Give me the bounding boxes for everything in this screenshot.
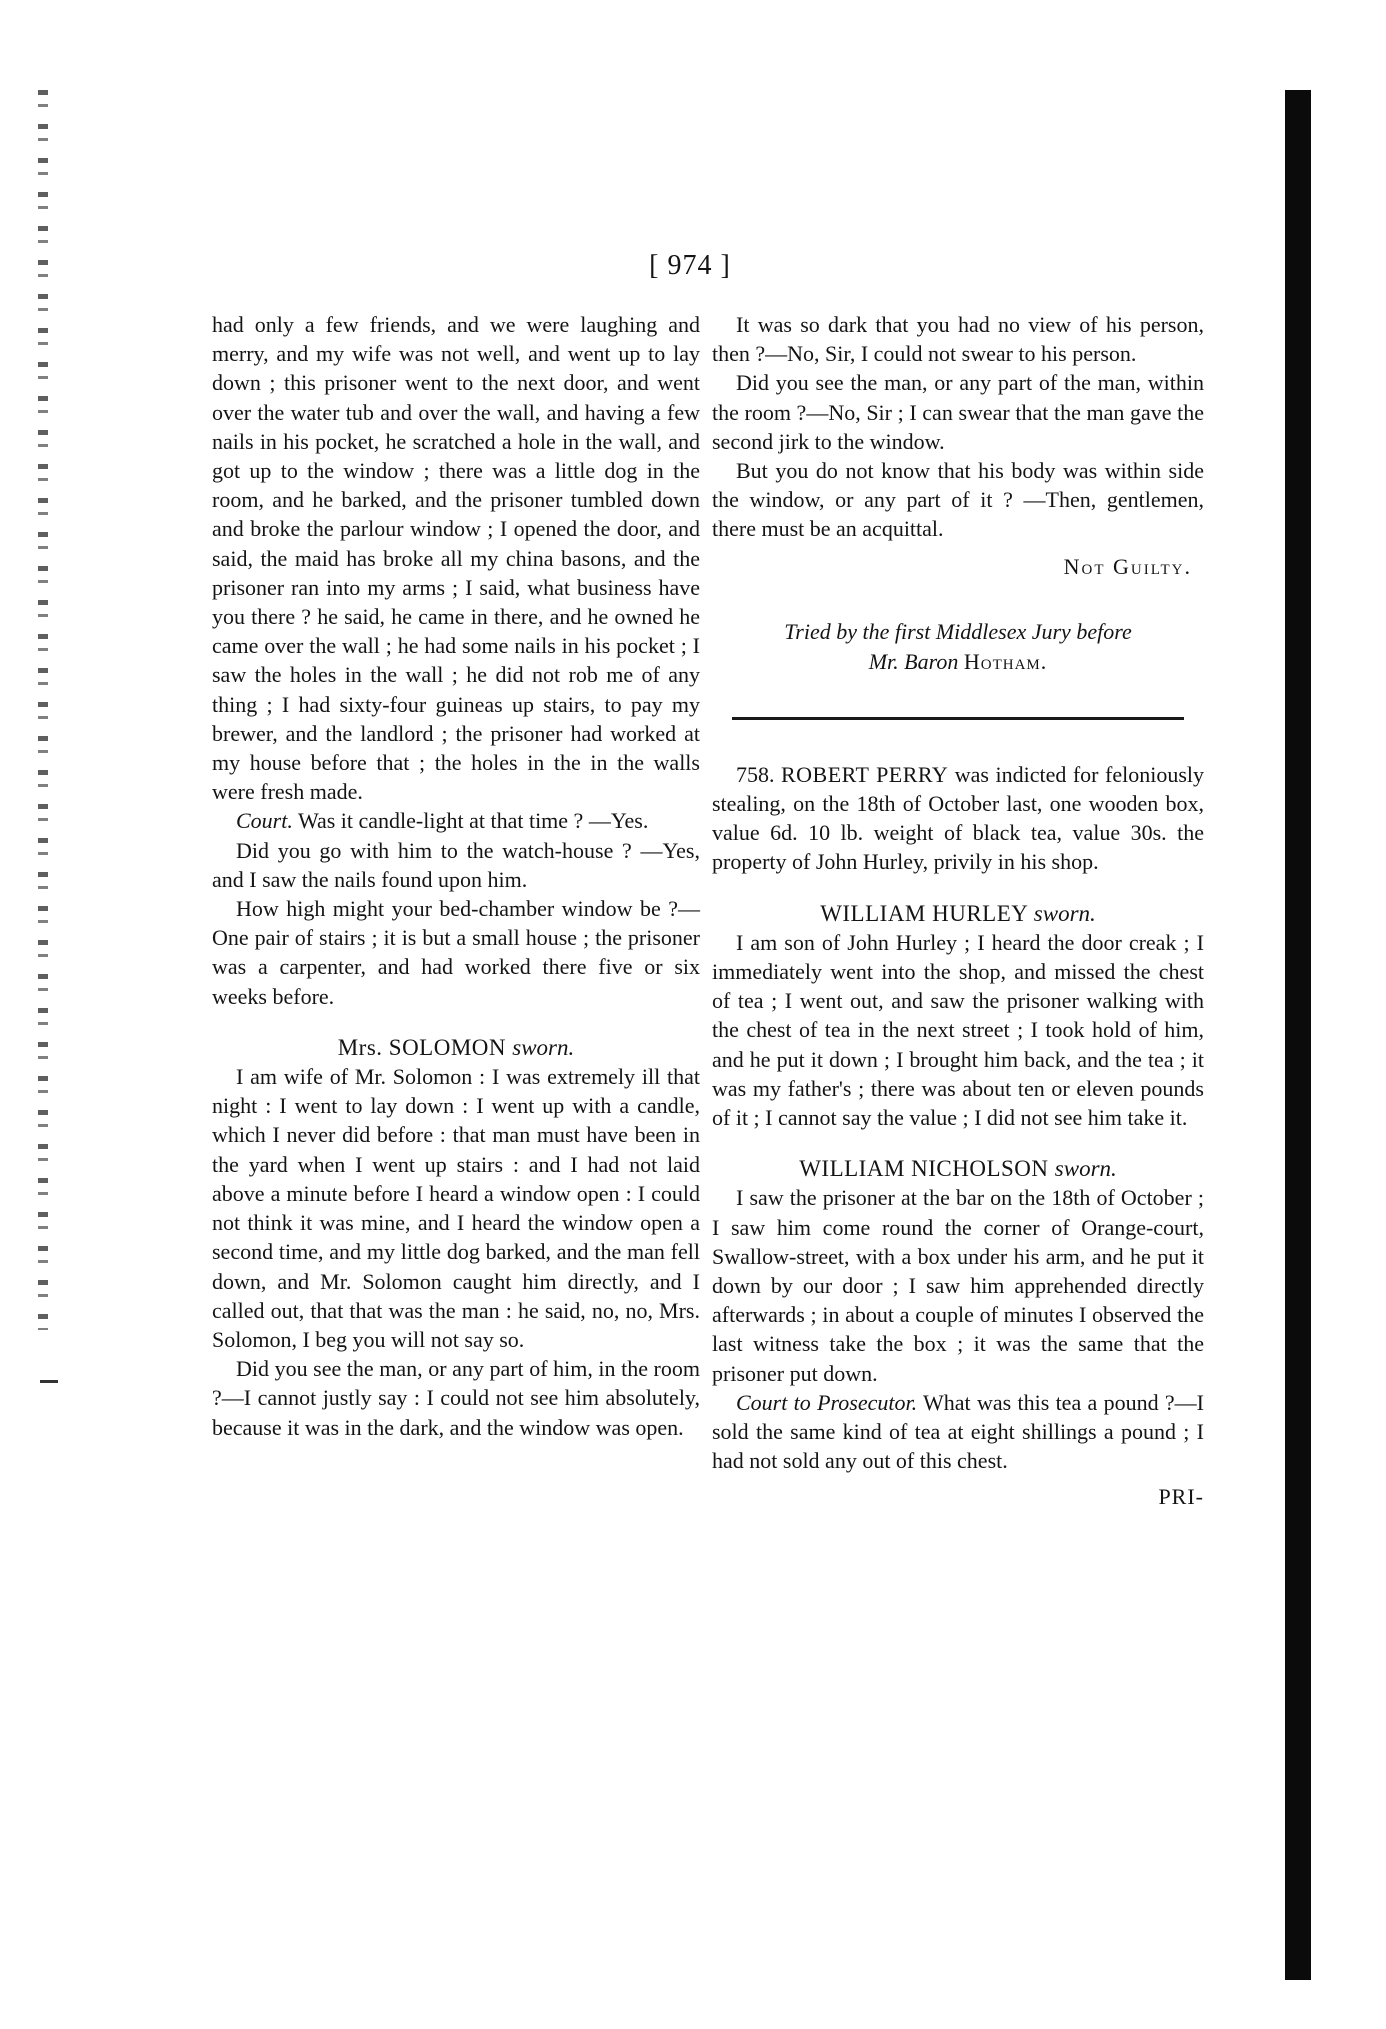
witness-heading-solomon	[212, 1033, 700, 1062]
nicholson-testimony-paragraph: I saw the prisoner at the bar on the 18th of October ; I saw him come round the corner of Orange-court, Swallow-street, with a box under his arm, and he put it down by our door ; I saw him apprehended directly afterwards ; in about a couple of minutes I observed the last witness take the box ; it was the same that the prisoner put down.	[712, 1185, 1204, 1386]
judge-title: Mr. Baron	[868, 648, 964, 674]
window-height-paragraph: How high might your bed-chamber window be ?—One pair of stairs ; it is but a small house ; the prisoner was a carpenter, and had worked there five or six weeks before.	[212, 896, 700, 1009]
scan-edge-artifact	[38, 90, 48, 1330]
witness-heading-nicholson	[712, 1154, 1204, 1183]
solomon-testimony-paragraph: I am wife of Mr. Solomon : I was extremely ill that night : I went to lay down : I went up with a candle, which I never did before : that man must have been in the yard when I went up stairs : and I had not laid above a minute before I heard a window open : I could not think it was mine, and I heard the window open a second time, and my little dog barked, and the man fell down, and Mr. Solomon caught him directly, and I called out, that that was the man : he said, no, no, Mrs. Solomon, I beg you will not say so.	[212, 1064, 700, 1352]
witness-heading-hurley	[712, 899, 1204, 928]
witness-name: WILLIAM NICHOLSON	[799, 1156, 1049, 1182]
witness-sworn: sworn.	[1033, 900, 1096, 926]
court-question-paragraph	[212, 806, 700, 835]
scan-binding-shadow	[1285, 90, 1311, 1980]
see-man-paragraph: Did you see the man, or any part of him, in the room ?—I cannot justly say : I could not see him absolutely, because it was in the dark, and the window was open.	[212, 1356, 700, 1440]
jury-note	[712, 617, 1204, 677]
witness-name: WILLIAM HURLEY	[820, 900, 1028, 926]
witness-sworn: sworn.	[1054, 1156, 1117, 1182]
watch-house-paragraph: Did you go with him to the watch-house ? —Yes, and I saw the nails found upon him.	[212, 837, 700, 892]
right-column	[712, 310, 1204, 1511]
court-to-prosecutor-text: What was this tea a pound ?—I sold the same kind of tea at eight shillings a pound ; I had not sold any out of this chest.	[712, 1389, 1204, 1474]
scan-edge-mark	[40, 1380, 58, 1383]
court-question-text: Was it candle-light at that time ? —Yes.	[292, 808, 649, 834]
jury-note-line1: Tried by the first Middlesex Jury before	[784, 618, 1132, 644]
court-to-prosecutor-label: Court to Prosecutor.	[736, 1389, 918, 1415]
hurley-testimony-paragraph: I am son of John Hurley ; I heard the door creak ; I immediately went into the shop, and missed the chest of tea ; I went out, and saw the prisoner walking with the chest of tea in the next street ; I took hold of him, and he put it down ; I brought him back, and the tea ; it was my father's ; there was about ten or eleven pounds of it ; I cannot say the value ; I did not see him take it.	[712, 929, 1204, 1131]
case-divider-rule	[732, 717, 1184, 720]
indictment-text: was indicted for feloniously stealing, on the 18th of October last, one wooden box, value 6d. 10 lb. weight of black tea, value 30s. the property of John Hurley, privily in his shop.	[712, 761, 1204, 875]
catchword: PRI-	[1158, 1483, 1204, 1509]
judge-name: Hotham.	[963, 648, 1048, 674]
testimony-paragraph: had only a few friends, and we were laughing and merry, and my wife was not well, and went up to lay down ; this prisoner went to the next door, and went over the water tub and over the wall, and having a few nails in his pocket, he scratched a hole in the wall, and got up to the window ; there was a little dog in the room, and he barked, and the prisoner tumbled down and broke the parlour window ; I opened the door, and said, the maid has broke all my china basons, and the prisoner ran into my arms ; I said, what business have you there ? he said, he came in there, and he owned he came over the wall ; he had some nails in his pocket ; I saw the holes in the wall ; he did not rob me of any thing ; I had sixty-four guineas up stairs, to pay my brewer, and the landlord ; the prisoner had worked at my house before that ; the holes in the in the walls were fresh made.	[212, 312, 700, 805]
court-to-prosecutor-paragraph	[712, 1388, 1204, 1476]
left-column	[212, 310, 700, 1442]
defendant-name: ROBERT PERRY	[781, 761, 949, 787]
jury-note-line2	[712, 647, 1204, 677]
body-paragraph: But you do not know that his body was within side the window, or any part of it ? —Then, gentlemen, there must be an acquittal.	[712, 458, 1204, 542]
dark-paragraph: It was so dark that you had no view of his person, then ?—No, Sir, I could not swear to his person.	[712, 312, 1204, 367]
verdict: Not Guilty.	[1063, 553, 1192, 579]
indictment-paragraph	[712, 760, 1204, 877]
page-number: [ 974 ]	[649, 250, 731, 281]
witness-sworn: sworn.	[512, 1034, 575, 1060]
within-room-paragraph: Did you see the man, or any part of the man, within the room ?—No, Sir ; I can swear that the man gave the second jirk to the window.	[712, 370, 1204, 454]
case-number: 758.	[736, 761, 775, 787]
witness-name: Mrs. SOLOMON	[337, 1034, 507, 1060]
court-label: Court.	[236, 808, 293, 834]
